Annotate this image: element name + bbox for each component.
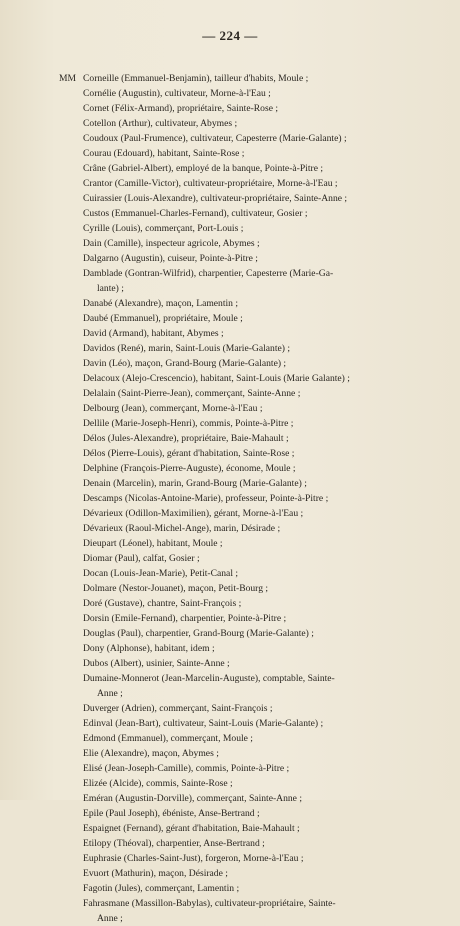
list-entry: Etilopy (Théoval), charpentier, Anse-Bertrand ; (83, 838, 265, 849)
list-entry: Elisé (Jean-Joseph-Camille), commis, Pointe-à-Pitre ; (83, 763, 290, 774)
list-entry: Eméran (Augustin-Dorville), commerçant, Sainte-Anne ; (83, 793, 302, 804)
list-entry: Douglas (Paul), charpentier, Grand-Bourg (Marie-Galante) ; (83, 628, 314, 639)
list-entry: Diomar (Paul), calfat, Gosier ; (83, 553, 200, 564)
list-entry: Corneille (Emmanuel-Benjamin), tailleur d'habits, Moule ; (83, 73, 309, 84)
honorific-prefix: MM (59, 73, 77, 84)
list-entry: Delbourg (Jean), commerçant, Morne-à-l'Eau ; (83, 403, 263, 414)
list-entry-continuation: Anne ; (97, 913, 123, 924)
list-entry: Dalgarno (Augustin), cuiseur, Pointe-à-Pitre ; (83, 253, 258, 264)
page-number: — 224 — (202, 28, 258, 43)
list-entry: Docan (Louis-Jean-Marie), Petit-Canal ; (83, 568, 239, 579)
list-entry: Doré (Gustave), chantre, Saint-François ; (83, 598, 242, 609)
list-entry: Epile (Paul Joseph), ébéniste, Anse-Bertrand ; (83, 808, 260, 819)
list-entry: Danabé (Alexandre), maçon, Lamentin ; (83, 298, 239, 309)
list-entry: Damblade (Gontran-Wilfrid), charpentier, Capesterre (Marie-Ga- (83, 268, 334, 279)
list-entry: Délos (Pierre-Louis), gérant d'habitation, Sainte-Rose ; (83, 448, 295, 459)
list-entry: Elizée (Alcide), commis, Sainte-Rose ; (83, 778, 233, 789)
list-entry: Espaignet (Fernand), gérant d'habitation, Baie-Mahault ; (83, 823, 300, 834)
list-entry: Dellile (Marie-Joseph-Henri), commis, Pointe-à-Pitre ; (83, 418, 294, 429)
list-entry: Cornet (Félix-Armand), propriétaire, Sainte-Rose ; (83, 103, 279, 114)
list-entry-continuation: lante) ; (97, 283, 124, 294)
list-entry: David (Armand), habitant, Abymes ; (83, 328, 224, 339)
list-entry: Delacoux (Alejo-Crescencio), habitant, Saint-Louis (Marie Galante) ; (83, 373, 350, 384)
list-entry: Davin (Léo), maçon, Grand-Bourg (Marie-Galante) ; (83, 358, 287, 369)
list-entry: Dieupart (Léonel), habitant, Moule ; (83, 538, 223, 549)
list-entry: Duverger (Adrien), commerçant, Saint-François ; (83, 703, 273, 714)
list-entry: Coudoux (Paul-Frumence), cultivateur, Capesterre (Marie-Galante) ; (83, 133, 347, 144)
list-entry: Dévarieux (Odillon-Maximilien), gérant, Morne-à-l'Eau ; (83, 508, 304, 519)
list-entry: Denain (Marcelin), marin, Grand-Bourg (Marie-Galante) ; (83, 478, 307, 489)
entries-container (83, 71, 457, 926)
list-entry: Dony (Alphonse), habitant, idem ; (83, 643, 215, 654)
list-entry: Cuirassier (Louis-Alexandre), cultivateur-propriétaire, Sainte-Anne ; (83, 193, 348, 204)
list-entry: Edmond (Emmanuel), commerçant, Moule ; (83, 733, 253, 744)
list-entry: Fagotin (Jules), commerçant, Lamentin ; (83, 883, 240, 894)
list-entry: Crantor (Camille-Victor), cultivateur-propriétaire, Morne-à-l'Eau ; (83, 178, 338, 189)
list-entry-continuation: Anne ; (97, 688, 123, 699)
list-entry: Dorsin (Emile-Fernand), charpentier, Pointe-à-Pitre ; (83, 613, 287, 624)
list-entry: Euphrasie (Charles-Saint-Just), forgeron, Morne-à-l'Eau ; (83, 853, 304, 864)
list-entry: Fahrasmane (Massillon-Babylas), cultivateur-propriétaire, Sainte- (83, 898, 336, 909)
list-entry: Davidos (René), marin, Saint-Louis (Marie-Galante) ; (83, 343, 291, 354)
list-entry: Custos (Emmanuel-Charles-Fernand), cultivateur, Gosier ; (83, 208, 308, 219)
list-entry: Dévarieux (Raoul-Michel-Ange), marin, Désirade ; (83, 523, 281, 534)
list-entry: Dubos (Albert), usinier, Sainte-Anne ; (83, 658, 230, 669)
list-entry: Délos (Jules-Alexandre), propriétaire, Baie-Mahault ; (83, 433, 289, 444)
list-entry: Cyrille (Louis), commerçant, Port-Louis ; (83, 223, 244, 234)
list-entry: Descamps (Nicolas-Antoine-Marie), professeur, Pointe-à-Pitre ; (83, 493, 329, 504)
list-entry: Delalain (Saint-Pierre-Jean), commerçant, Sainte-Anne ; (83, 388, 301, 399)
list-entry: Dain (Camille), inspecteur agricole, Abymes ; (83, 238, 260, 249)
list-entry: Dolmare (Nestor-Jouanet), maçon, Petit-Bourg ; (83, 583, 269, 594)
list-entry: Dumaine-Monnerot (Jean-Marcelin-Auguste), comptable, Sainte- (83, 673, 335, 684)
list-entry: Edinval (Jean-Bart), cultivateur, Saint-Louis (Marie-Galante) ; (83, 718, 324, 729)
list-entry: Delphine (François-Pierre-Auguste), économe, Moule ; (83, 463, 296, 474)
list-entry: Cotellon (Arthur), cultivateur, Abymes ; (83, 118, 238, 129)
list-entry: Cornélie (Augustin), cultivateur, Morne-à-l'Eau ; (83, 88, 271, 99)
list-entry: Courau (Edouard), habitant, Sainte-Rose ; (83, 148, 245, 159)
list-entry: Elie (Alexandre), maçon, Abymes ; (83, 748, 219, 759)
list-entry: Evuort (Mathurin), maçon, Désirade ; (83, 868, 228, 879)
list-entry: Crâne (Gabriel-Albert), employé de la banque, Pointe-à-Pitre ; (83, 163, 324, 174)
list-entry: Daubé (Emmanuel), propriétaire, Moule ; (83, 313, 243, 324)
